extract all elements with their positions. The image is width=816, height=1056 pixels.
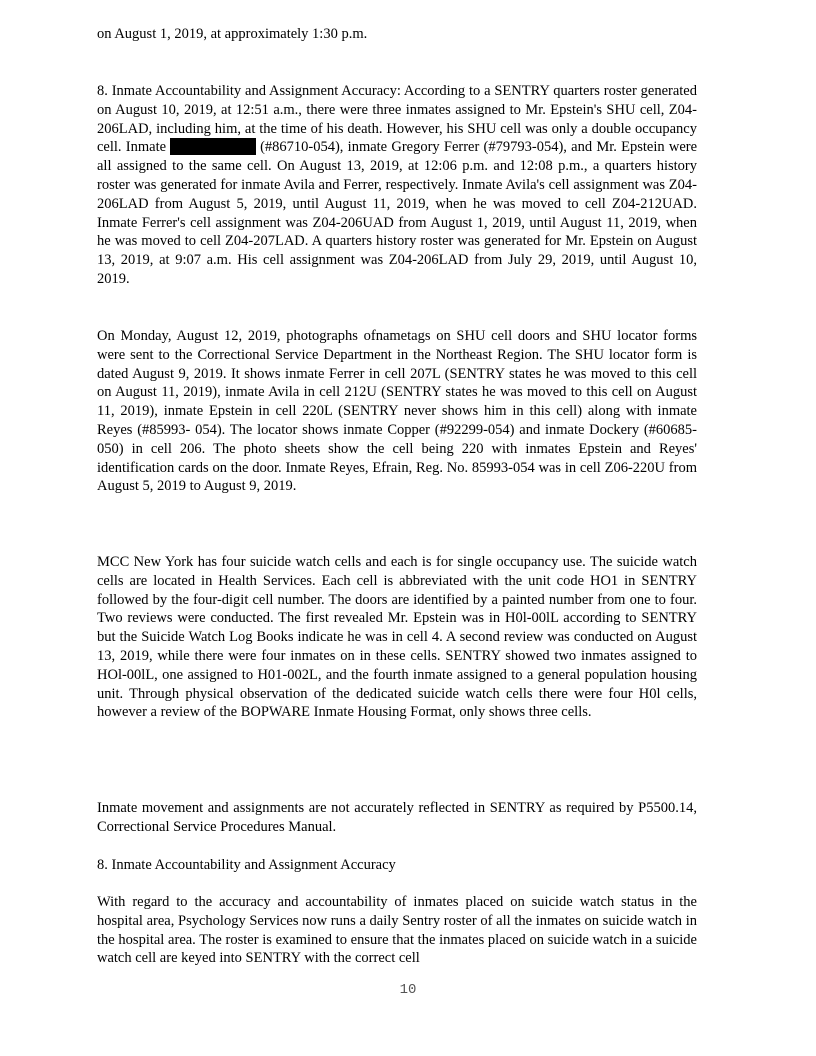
paragraph-locator-photos: On Monday, August 12, 2019, photographs ofnametags on SHU cell doors and SHU locator forms were sent to the Correctional Service Department in the Northeast Region. The SHU locator form is dated August 9, 2019. It shows inmate Ferrer in cell 207L (SENTRY states he was moved to this cell on August 11, 2019), inmate Avila in cell 212U (SENTRY states he was moved to this cell on August 11, 2019), inmate Epstein in cell 220L (SENTRY never shows him in this cell) along with inmate Reyes (#85993- 054). The locator shows inmate Copper (#92299-054) and inmate Dockery (#60685-050) in cell 206. The photo sheets show the cell being 220 with inmates Epstein and Reyes' identification cards on the door. Inmate Reyes, Efrain, Reg. No. 85993-054 was in cell Z06-220U from August 5, 2019 to August 9, 2019.	[97, 328, 697, 495]
paragraph-suicide-watch-cells: MCC New York has four suicide watch cells and each is for single occupancy use. The suicide watch cells are located in Health Services. Each cell is abbreviated with the unit code HO1 in SENTRY followed by the four-digit cell number. The doors are identified by a painted number from one to four. Two reviews were conducted. The first revealed Mr. Epstein was in H0l-00lL according to SENTRY but the Suicide Watch Log Books indicate he was in cell 4. A second review was conducted on August 13, 2019, while there were four inmates on in these cells. SENTRY showed two inmates assigned to HOl-00lL, one assigned to H01-002L, and the fourth inmate assigned to a general population housing unit. Through physical observation of the dedicated suicide watch cells there were four H0l cells, however a review of the BOPWARE Inmate Housing Format, only shows three cells.	[97, 554, 697, 721]
paragraph-continuation: on August 1, 2019, at approximately 1:30 p.m.	[97, 26, 368, 42]
section-heading: 8. Inmate Accountability and Assignment Accuracy	[97, 857, 396, 873]
redaction-box	[170, 138, 256, 155]
paragraph-inmate-accountability	[97, 82, 697, 289]
paragraph-text-before-redaction: 8. Inmate Accountability and Assignment Accuracy: According to a SENTRY quarters roster generated on August 10, 2019, at 12:51 a.m., there were three inmates assigned to Mr. Epstein's SHU cell, Z04-206LAD, including him, at the time of his death. However, his SHU cell was only a double occupancy cell. Inmate	[97, 83, 697, 156]
paragraph-corrective-action: With regard to the accuracy and accountability of inmates placed on suicide watch status in the hospital area, Psychology Services now runs a daily Sentry roster of all the inmates on suicide watch in the hospital area. The roster is examined to ensure that the inmates placed on suicide watch in a suicide watch cell are keyed into SENTRY with the correct cell	[97, 894, 697, 967]
page-number: 10	[399, 982, 417, 998]
paragraph-sentry-finding: Inmate movement and assignments are not accurately reflected in SENTRY as required by P5500.14, Correctional Service Procedures Manual.	[97, 800, 697, 835]
paragraph-text-after-redaction: (#86710-054), inmate Gregory Ferrer (#79793-054), and Mr. Epstein were all assigned to the same cell. On August 13, 2019, at 12:06 p.m. and 12:08 p.m., a quarters history roster was generated for inmate Avila and Ferrer, respectively. Inmate Avila's cell assignment was Z04-206LAD from August 5, 2019, until August 11, 2019, when he was moved to cell Z04-212UAD. Inmate Ferrer's cell assignment was Z04-206UAD from August 1, 2019, until August 11, 2019, when he was moved to cell Z04-207LAD. A quarters history roster was generated for Mr. Epstein on August 13, 2019, at 9:07 a.m. His cell assignment was Z04-206LAD from July 29, 2019, until August 10, 2019.	[97, 139, 698, 287]
